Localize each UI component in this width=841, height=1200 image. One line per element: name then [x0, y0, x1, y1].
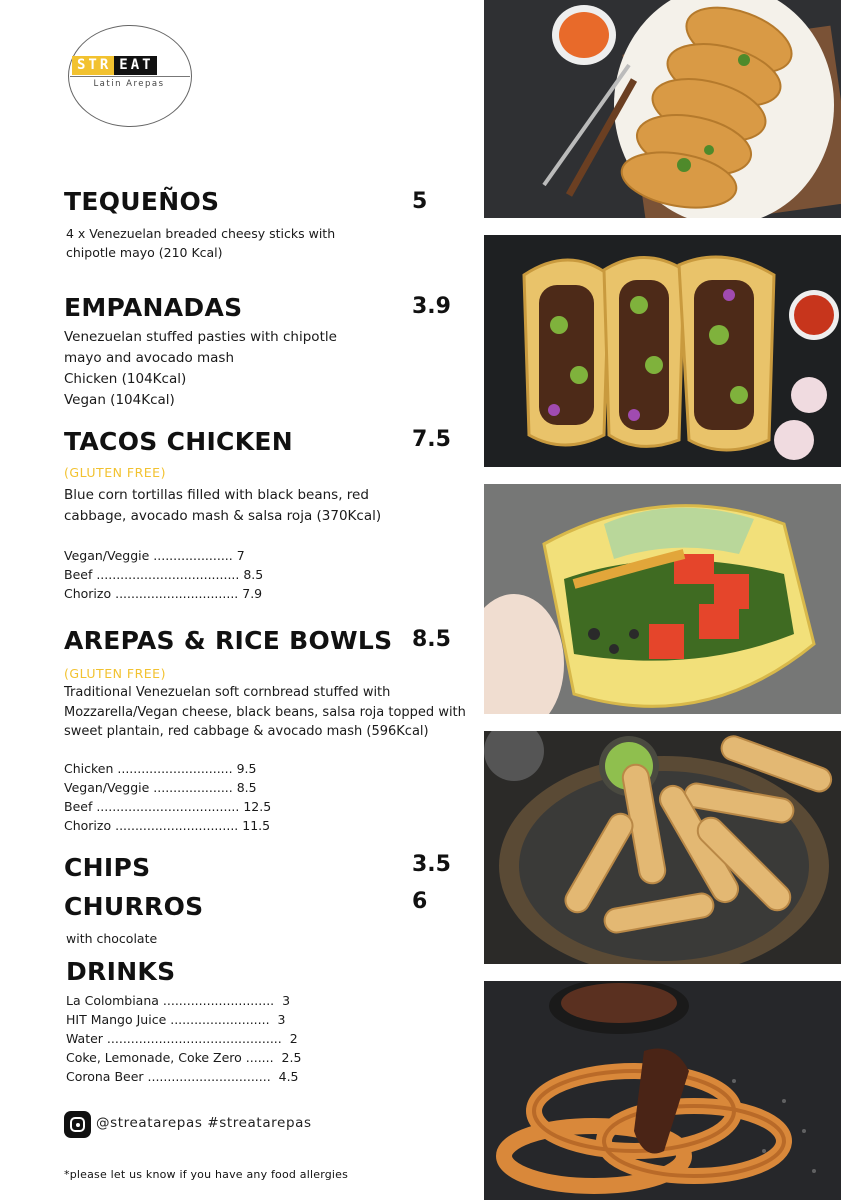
drink-row: Coke, Lemonade, Coke Zero ....... 2.5 [66, 1050, 302, 1065]
item-price-arepas: 8.5 [412, 627, 451, 652]
empanadas-photo [484, 0, 841, 218]
option-row: Vegan/Veggie .................... 7 [64, 548, 245, 563]
option-row: Vegan/Veggie .................... 8.5 [64, 780, 257, 795]
item-price-empanadas: 3.9 [412, 294, 451, 319]
option-row: Chorizo ............................... 7.9 [64, 586, 263, 601]
logo-divider [70, 76, 190, 77]
item-description-churros: with chocolate [66, 931, 158, 946]
description-line: cabbage, avocado mash & salsa roja (370Kcal) [64, 508, 382, 524]
description-line: Vegan (104Kcal) [64, 392, 175, 408]
option-row: Chicken ............................. 9.5 [64, 761, 257, 776]
description-line: Chicken (104Kcal) [64, 371, 187, 387]
item-description-empanadas [64, 327, 337, 411]
description-line: chipotle mayo (210 Kcal) [66, 245, 223, 260]
drink-row: Corona Beer ............................... 4.5 [66, 1069, 299, 1084]
description-line: Blue corn tortillas filled with black beans, red [64, 487, 369, 503]
item-price-chips: 3.5 [412, 852, 451, 877]
item-description-tequenos [66, 224, 335, 262]
description-line: Venezuelan stuffed pasties with chipotle [64, 329, 337, 345]
item-name-tacos: TACOS CHICKEN [64, 427, 293, 456]
logo-tagline: Latin Arepas [93, 79, 165, 89]
description-line: Traditional Venezuelan soft cornbread stuffed with [64, 685, 391, 700]
item-name-tequenos: TEQUEÑOS [64, 187, 220, 216]
social-handles: @streatarepas #streatarepas [96, 1115, 312, 1131]
option-row: Beef .................................... 12.5 [64, 799, 272, 814]
options-list-arepas [64, 759, 271, 835]
gluten-free-tag-tacos: (GLUTEN FREE) [64, 465, 166, 480]
option-row: Chorizo ............................... 11.5 [64, 818, 271, 833]
instagram-icon-dot [76, 1123, 80, 1127]
drink-row: La Colombiana ............................ 3 [66, 993, 291, 1008]
instagram-icon [64, 1111, 91, 1138]
item-description-arepas [64, 683, 466, 742]
description-line: sweet plantain, red cabbage & avocado mash (596Kcal) [64, 724, 429, 739]
item-price-tequenos: 5 [412, 189, 428, 214]
item-name-empanadas: EMPANADAS [64, 293, 243, 322]
description-line: mayo and avocado mash [64, 350, 235, 366]
item-price-tacos: 7.5 [412, 427, 451, 452]
item-price-churros: 6 [412, 889, 428, 914]
tequenos-photo [484, 731, 841, 964]
item-name-arepas: AREPAS & RICE BOWLS [64, 626, 393, 655]
description-line: Mozzarella/Vegan cheese, black beans, salsa roja topped with [64, 704, 466, 720]
drink-row: Water ............................................ 2 [66, 1031, 298, 1046]
drinks-list [66, 991, 301, 1086]
tacos-photo [484, 235, 841, 467]
arepa-photo [484, 484, 841, 714]
drinks-heading: DRINKS [66, 957, 176, 986]
logo-wordmark [72, 56, 157, 75]
drink-row: HIT Mango Juice ......................... 3 [66, 1012, 286, 1027]
item-description-tacos [64, 485, 381, 527]
option-row: Beef .................................... 8.5 [64, 567, 264, 582]
options-list-tacos [64, 546, 263, 603]
item-name-chips: CHIPS [64, 853, 151, 882]
churros-photo [484, 981, 841, 1200]
logo-word-left: STR [72, 56, 114, 75]
description-line: 4 x Venezuelan breaded cheesy sticks with [66, 226, 336, 241]
logo-word-right: EAT [114, 56, 156, 75]
allergy-footnote: *please let us know if you have any food allergies [64, 1168, 349, 1181]
item-name-churros: CHURROS [64, 892, 204, 921]
gluten-free-tag-arepas: (GLUTEN FREE) [64, 666, 166, 681]
